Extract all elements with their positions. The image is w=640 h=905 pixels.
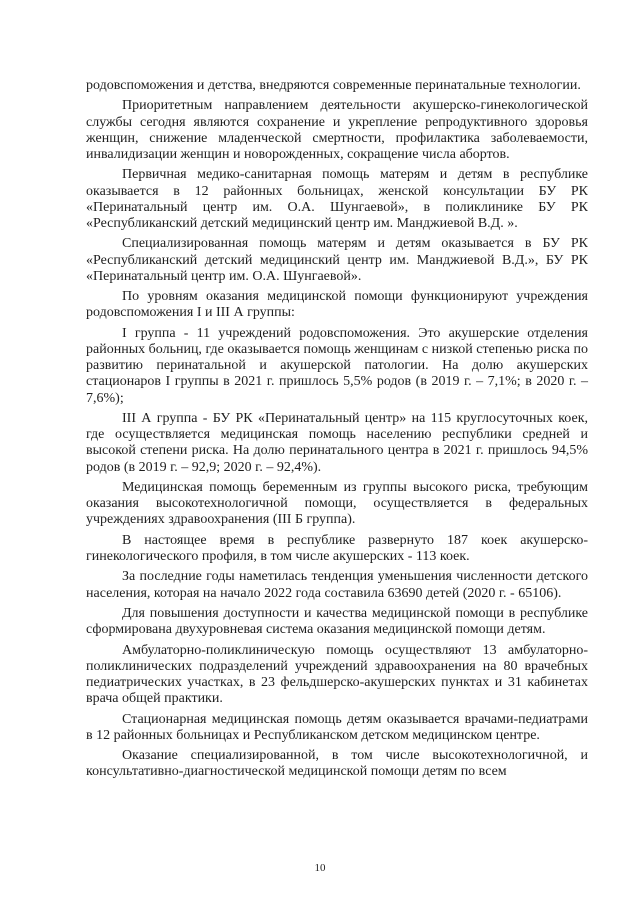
paragraph-two-level-system: Для повышения доступности и качества медицинской помощи в республике сформирована двухуровневая система оказания медицинской помощи детям.: [86, 605, 588, 638]
document-page: [86, 78, 588, 785]
paragraph-child-population: За последние годы наметилась тенденция уменьшения численности детского населения, которая на начало 2022 года составила 63690 детей (2020 г. - 65106).: [86, 569, 588, 601]
paragraph-priorities: Приоритетным направлением деятельности акушерско-гинекологической службы сегодня являются сохранение и укрепление репродуктивного здоровья женщин, снижение младенческой смертности, профилактика заболеваемости, инвалидизации женщин и новорожденных, сокращение числа абортов.: [86, 98, 588, 162]
paragraph-beds: В настоящее время в республике развернуто 187 коек акушерско-гинекологического профиля, в том числе акушерских - 113 коек.: [86, 532, 588, 564]
paragraph-specialized-children: Оказание специализированной, в том числе высокотехнологичной, и консультативно-диагностической медицинской помощи детям по всем: [86, 748, 588, 780]
paragraph-group-three-a: III А группа - БУ РК «Перинатальный центр» на 115 круглосуточных коек, где осуществляется медицинская помощь населению республики средней и высокой степени риска. На долю перинатального центра в 2021 г. пришлось 94,5% родов (в 2019 г. – 92,9; 2020 г. – 92,4%).: [86, 410, 588, 475]
paragraph-inpatient: Стационарная медицинская помощь детям оказывается врачами-педиатрами в 12 районных больницах и Республиканском детском медицинском центре.: [86, 711, 588, 743]
paragraph-specialized-care: Специализированная помощь матерям и детям оказывается в БУ РК «Республиканский детский медицинский центр им. Манджиевой В.Д.», БУ РК «Перинатальный центр им. О.А. Шунгаевой».: [86, 236, 588, 284]
paragraph-high-risk: Медицинская помощь беременным из группы высокого риска, требующим оказания высокотехнологичной помощи, осуществляется в федеральных учреждениях здравоохранения (III Б группа).: [86, 479, 588, 528]
page-number: 10: [314, 862, 326, 874]
paragraph-care-levels: По уровням оказания медицинской помощи функционируют учреждения родовспоможения I и III А группы:: [86, 289, 588, 321]
paragraph-primary-care: Первичная медико-санитарная помощь матерям и детям в республике оказывается в 12 районных больницах, женской консультации БУ РК «Перинатальный центр им. О.А. Шунгаевой», в поликлинике БУ РК «Республиканский детский медицинский центр им. Манджиевой В.Д. ».: [86, 167, 588, 231]
paragraph-continuation: родовспоможения и детства, внедряются современные перинатальные технологии.: [86, 78, 581, 93]
paragraph-outpatient: Амбулаторно-поликлиническую помощь осуществляют 13 амбулаторно-поликлинических подразделений учреждений здравоохранения на 80 врачебных педиатрических участках, в 23 фельдшерско-акушерских пунктах и 31 кабинетах врача общей практики.: [86, 642, 588, 707]
paragraph-group-one: I группа - 11 учреждений родовспоможения. Это акушерские отделения районных больниц, где оказывается помощь женщинам с низкой степенью риска по развитию перинатальной и акушерской патологии. На долю акушерских стационаров I группы в 2021 г. пришлось 5,5% родов (в 2019 г. – 7,1%; в 2020 г. – 7,6%);: [86, 325, 588, 406]
